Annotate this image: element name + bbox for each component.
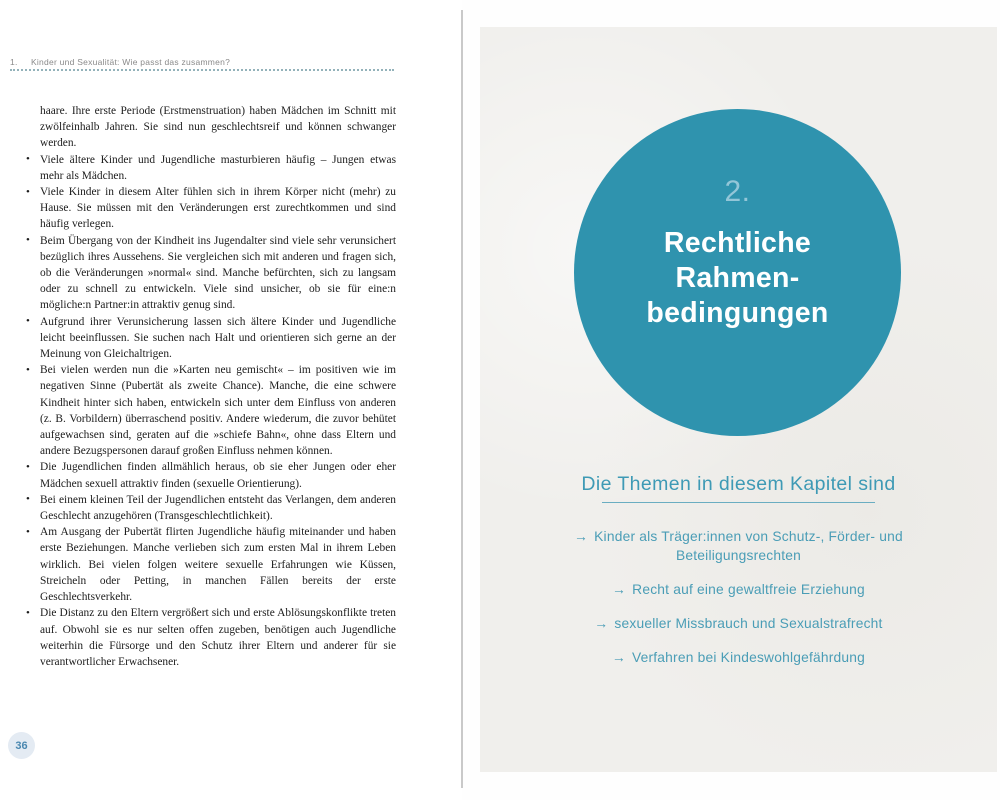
chapter-title-line: Rahmen- — [675, 262, 800, 294]
arrow-right-icon: → — [594, 616, 609, 631]
bullet-marker: • — [26, 363, 30, 376]
arrow-right-icon: → — [612, 582, 627, 597]
bullet-marker: • — [26, 493, 30, 506]
bullet-marker: • — [26, 185, 30, 198]
bullet-marker: • — [26, 234, 30, 247]
chapter-title-line: bedingungen — [646, 297, 829, 329]
bullet-item — [25, 184, 396, 233]
bullet-item — [25, 605, 396, 670]
bullet-text: Bei einem kleinen Teil der Jugendlichen entsteht das Verlangen, dem anderen Geschlecht anzugehören (Transgeschlechtlichkeit). — [40, 493, 396, 523]
chapter-title-line: Rechtliche — [663, 227, 812, 259]
bullet-text: Viele Kinder in diesem Alter fühlen sich in ihrem Körper nicht (mehr) zu Hause. Sie müssen mit den Veränderungen erst zurechtkommen und sind häufig verlegen. — [40, 186, 396, 231]
bullet-text: Die Jugendlichen finden allmählich heraus, ob sie eher Jungen oder eher Mädchen sexuell attraktiv finden (sexuelle Orientierung). — [40, 461, 396, 490]
arrow-right-icon: → — [611, 650, 626, 665]
bullet-marker: • — [26, 606, 30, 619]
topic-item — [528, 614, 949, 633]
page-number-badge — [8, 732, 35, 759]
running-header — [10, 57, 396, 67]
bullet-text: Am Ausgang der Pubertät flirten Jugendliche häufig miteinander und haben erste Beziehungen. Manche verlieben sich zum ersten Mal in ihrem Leben wirklich. Bei vielen folgen weitere sexuelle Erfahrungen wie Küssen, Streicheln oder Petting, in manchen Fällen bereits der erste Geschlechtsverkehr. — [40, 526, 396, 604]
left-page — [0, 0, 462, 800]
bullet-item — [25, 233, 396, 314]
arrow-right-icon: → — [574, 529, 589, 544]
dotted-rule — [10, 69, 394, 71]
bullet-item — [25, 459, 396, 491]
bullet-text: Die Distanz zu den Eltern vergrößert sich und erste Ablösungskonflikte treten auf. Obwohl sie es nur selten offen zugeben, benötigen auch Jugendliche weiterhin die Fürsorge und den Schutz ihrer Eltern und anderer für sie verantwortlicher Erwachsener. — [40, 607, 396, 668]
topic-label: sexueller Missbrauch und Sexualstrafrecht — [614, 616, 883, 631]
section-heading: Die Themen in diesem Kapitel sind — [581, 473, 896, 495]
bullet-marker: • — [26, 460, 30, 473]
chapter-circle — [574, 109, 901, 436]
topic-item — [528, 648, 949, 667]
topic-label: Recht auf eine gewaltfreie Erziehung — [632, 582, 865, 597]
bullet-item — [25, 524, 396, 605]
bullet-item — [25, 492, 396, 524]
chapter-number: 2. — [724, 175, 751, 208]
topic-item — [528, 580, 949, 599]
bullet-text: Beim Übergang von der Kindheit ins Jugendalter sind viele sehr verunsichert bezüglich ihres Aussehens. Sie vergleichen sich mit anderen und fragen sich, ob die Veränderungen »normal« sind. Manche befürchten, sich zu langsam oder zu schnell zu entwickeln. Viele sind unsicher, ob sie für eine:n mögliche:n Partner:in attraktiv genug sind. — [40, 234, 396, 312]
bullet-marker: • — [26, 315, 30, 328]
topics-list — [528, 527, 949, 667]
right-page — [480, 27, 997, 772]
body-text — [25, 103, 396, 670]
bullet-text: Aufgrund ihrer Verunsicherung lassen sich ältere Kinder und Jugendliche leicht beeinflussen. Sie suchen nach Halt und orientieren sich gerne an der Meinung von Gleichaltrigen. — [40, 315, 396, 361]
topic-item — [528, 527, 949, 565]
heading-underline — [602, 502, 875, 503]
chapter-title — [646, 226, 828, 331]
bullet-list — [25, 152, 396, 671]
bullet-item — [25, 152, 396, 184]
bullet-item — [25, 362, 396, 459]
bullet-marker: • — [26, 525, 30, 538]
topic-label: Verfahren bei Kindeswohlgefährdung — [631, 650, 866, 665]
bullet-item — [25, 314, 396, 363]
page-number: 36 — [15, 739, 28, 752]
bullet-marker: • — [26, 153, 30, 166]
running-header-title: Kinder und Sexualität: Wie passt das zusammen? — [31, 57, 231, 67]
bullet-text: Viele ältere Kinder und Jugendliche masturbieren häufig – Jungen etwas mehr als Mädchen. — [40, 153, 396, 182]
topic-label: Kinder als Träger:innen von Schutz-, Förder- und Beteiligungsrechten — [594, 529, 903, 563]
bullet-text: Bei vielen werden nun die »Karten neu gemischt« – im positiven wie im negativen Sinne (Pubertät als zweite Chance). Manche, die eine schwere Kindheit hinter sich haben, entwickeln sich unter dem Einfluss von anderen (z. B. Vorbildern) überraschend positiv. Andere wiederum, die zuvor behütet aufgewachsen sind, geraten auf die »schiefe Bahn«, ohne dass Eltern und andere Bezugspersonen darauf großen Einfluss nehmen können. — [40, 364, 396, 458]
page-divider — [461, 10, 463, 788]
chapter-index: 1. — [10, 57, 18, 67]
intro-paragraph: haare. Ihre erste Periode (Erstmenstruation) haben Mädchen im Schnitt mit zwölfeinhalb Jahren. Sie sind nun geschlechtsreif und können schwanger werden. — [40, 105, 396, 150]
